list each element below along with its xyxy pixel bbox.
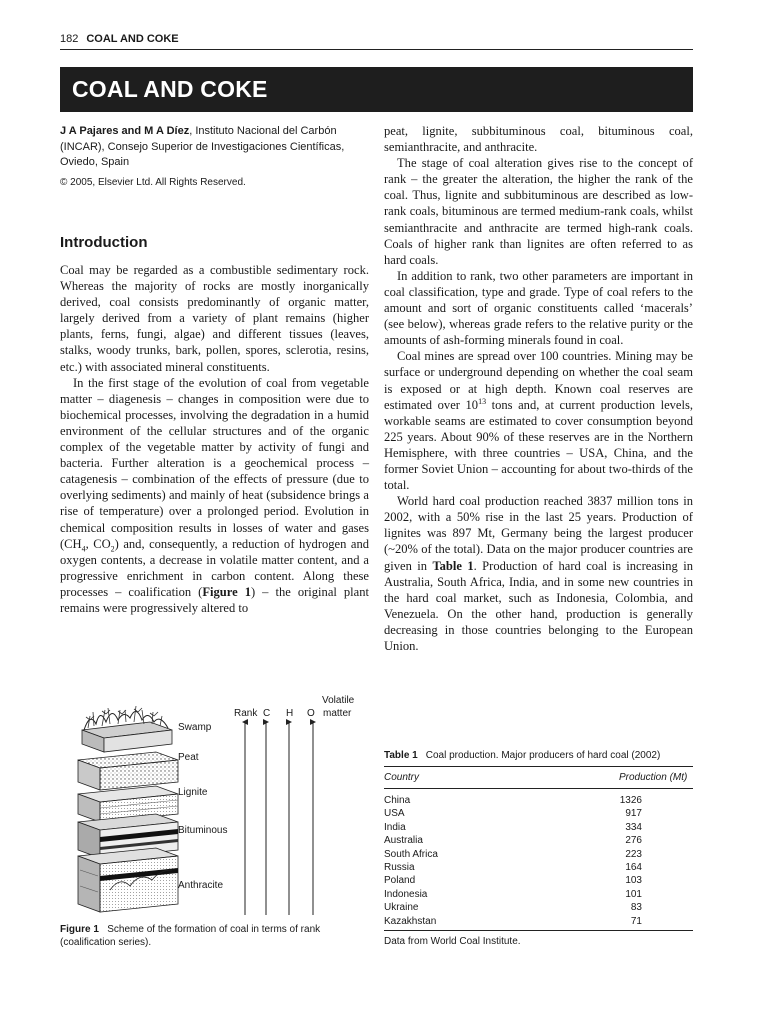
author-affiliation: , Instituto Nacional del Carbón (INCAR), Consejo Superior de Investigaciones Científicas, Oviedo, Spain [60,125,345,169]
cell-country: Indonesia [384,888,428,900]
label-h: H [286,708,294,719]
cell-production: 164 [625,861,642,873]
anthracite-layer [78,848,178,912]
superscript: 13 [478,396,487,406]
label-lignite: Lignite [178,787,208,798]
title-band [60,67,693,112]
table-title [384,750,660,761]
cell-production: 223 [625,848,642,860]
table-row [384,874,642,887]
header-rule [60,49,693,50]
cell-country: South Africa [384,848,438,860]
running-head [60,33,179,45]
paragraph: peat, lignite, subbituminous coal, bituminous coal, semianthracite, and anthracite. [384,124,693,155]
cell-production: 917 [625,808,642,820]
author-names: J A Pajares and M A Díez [60,125,190,137]
table-top-rule [384,766,693,767]
table-reference-link[interactable]: Table 1 [432,558,474,573]
cell-country: Ukraine [384,902,419,914]
label-bituminous: Bituminous [178,825,228,836]
label-c: C [263,708,271,719]
table-body [384,794,642,928]
paragraph: In addition to rank, two other parameters are important in coal classification, type and grade. Type of coal refers to the amount and sort of organic constituents called ‘macerals’ (see below), whereas grade refers to the relative purity or the amounts of ash-forming minerals found in coal. [384,268,693,348]
figure-reference-link[interactable]: Figure 1 [202,584,251,599]
caption-text: Scheme of the formation of coal in terms of rank (coalification series). [60,924,321,948]
column-header-country: Country [384,772,420,783]
cell-country: Kazakhstan [384,915,437,927]
paragraph [384,493,693,654]
paragraph: Coal may be regarded as a combustible sedimentary rock. Whereas the majority of rocks are mostly inorganically derived, coal consists predominantly of organic matter, largely derived from a variety of plant remains (higher plants, ferns, fungi, algae) and different tissues (leaves, stalks, woody trunks, bark, pollen, spores, sclerotia, resins, etc.) with associated mineral constituents. [60,263,369,374]
subscript: 2 [110,544,115,554]
article-title: COAL AND COKE [72,76,268,102]
text-run: ) and, consequently, a reduction of hydrogen and oxygen contents, a decrease in volatile matter content, and a progressive enrichment in carbon content. Along these processes – coalification ( [60,536,369,599]
text-run: . Production of hard coal is increasing in Australia, South Africa, India, and in some new countries in the hard coal market, such as Indonesia, Colombia, and Venezuela. On the other hand, production is generally decreasing in those countries belonging to the European Union. [384,558,693,653]
cell-country: USA [384,808,405,820]
right-column [384,123,693,654]
table-row [384,821,642,834]
author-block [60,124,372,171]
label-swamp: Swamp [178,722,212,733]
table-header-rule [384,788,693,789]
cell-production: 83 [630,902,642,914]
copyright: © 2005, Elsevier Ltd. All Rights Reserved. [60,177,246,188]
column-header-production: Production (Mt) [619,772,688,783]
paragraph: The stage of coal alteration gives rise to the concept of rank – the greater the alteration, the higher the rank of the coal. Thus, lignite and subbituminous are described as low-rank coals, bituminous are termed medium-rank coals, whilst semianthracite and anthracite are termed high-rank coals. Coals of higher rank than lignites are often referred to as hard coals. [384,156,693,267]
table-row [384,834,642,847]
cell-production: 101 [625,888,642,900]
text-run: ) – the original plant remains were progressively altered to [60,584,369,615]
figure-1 [60,690,370,925]
paragraph [384,348,693,493]
text-run: , CO [85,536,111,551]
text-run: tons and, at current production levels, workable seams are estimated to cover consumption beyond 225 years. About 90% of these reserves are in the Northern Hemisphere, with three countries – USA, China, and the former Soviet Union – accounting for about two-thirds of the total. [384,397,693,493]
subscript: 4 [81,544,86,554]
cell-production: 276 [625,835,642,847]
table-row [384,807,642,820]
cell-country: Poland [384,875,416,887]
cell-country: Australia [384,835,423,847]
table-row [384,888,642,901]
cell-production: 334 [625,821,642,833]
label-peat: Peat [178,752,199,763]
left-column [60,262,369,616]
table-title-text: Coal production. Major producers of hard coal (2002) [425,750,661,761]
label-o: O [307,708,315,719]
table-row [384,901,642,914]
swamp-layer [82,706,172,752]
label-volatile: Volatile [322,695,355,706]
table-row [384,848,642,861]
cell-production: 71 [630,915,642,927]
label-rank: Rank [234,708,258,719]
peat-layer [78,752,178,790]
table-bottom-rule [384,930,693,931]
running-title: COAL AND COKE [86,33,179,45]
label-anthracite: Anthracite [178,880,224,891]
table-row [384,794,642,807]
cell-country: China [384,795,411,806]
cell-production: 103 [625,875,642,887]
table-footnote: Data from World Coal Institute. [384,936,521,947]
text-run: World hard coal production reached 3837 million tons in 2002, with a 50% rise in the last 25 years. Production of lignites was 897 Mt, Germany being the largest producer (~20% of the total). Data on the major producer countries are given in [384,494,693,573]
table-label: Table 1 [384,750,418,761]
text-run: In the first stage of the evolution of coal from vegetable matter – diagenesis – changes in composition were due to biochemical processes, involving the degradation in a humid environment of the cellular structures and of the organic complex of the vegetable matter by activity of fungi and bacteria. Further alteration is a geochemical process – catagenesis – combination of the effects of pressure (due to overlying sediments) and mainly of heat (subsidence brings a rise of temperature) over a prolonged period. Evolution in chemical composition results in losses of water and gases (CH [60,375,369,551]
section-heading-introduction: Introduction [60,234,148,251]
cell-country: India [384,821,406,833]
table-row [384,861,642,874]
figure-caption [60,923,370,949]
paragraph [60,375,369,616]
cell-country: Russia [384,861,415,873]
page-number: 182 [60,33,79,45]
label-matter: matter [323,708,352,719]
figure-label: Figure 1 [60,924,99,935]
text-run: Coal mines are spread over 100 countries. Mining may be surface or underground depending on whether the coal seam is exposed or at high depth. Known coal reserves are estimated over 10 [384,349,693,412]
table-row [384,915,642,928]
cell-production: 1326 [619,795,642,806]
